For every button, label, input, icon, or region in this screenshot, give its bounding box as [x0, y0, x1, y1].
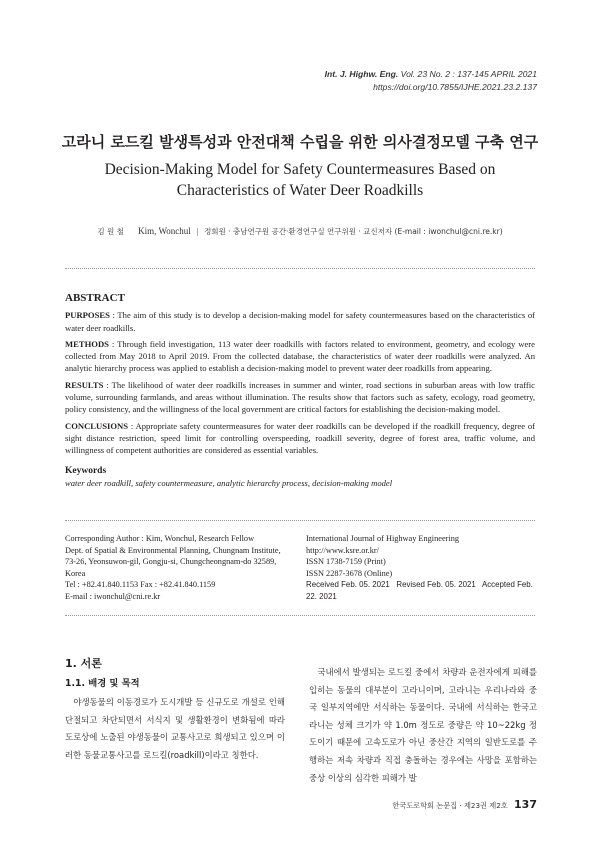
abstract-results — [65, 379, 535, 416]
page-footer — [392, 798, 537, 811]
section-heading: 1. 서론 — [65, 657, 102, 670]
corresponding-line: Dept. of Spatial & Environmental Planning, Chungnam Institute, — [65, 545, 281, 555]
author-separator: | — [196, 227, 199, 236]
accepted-label: Accepted — [481, 580, 515, 589]
doi-link[interactable]: https://doi.org/10.7855/IJHE.2021.23.2.137 — [373, 82, 537, 92]
accepted-date: Feb. 22. 2021 — [306, 580, 533, 601]
keywords-text: water deer roadkill, safety countermeasure, analytic hierarchy process, decision-making model — [65, 477, 393, 488]
journal-abbrev: Int. J. Highw. Eng. — [324, 69, 399, 79]
journal-info-line: ISSN 2287-3678 (Online) — [306, 568, 393, 578]
abstract-conclusions — [65, 420, 535, 457]
author-line — [0, 226, 600, 237]
corresponding-line: 73-26, Yeonsuwon-gil, Gongju-si, Chungcheongnam-do 32589, Korea — [65, 557, 277, 578]
english-title: Decision-Making Model for Safety Countermeasures Based on Characteristics of Water Deer Roadkills — [104, 161, 496, 199]
journal-url[interactable]: http://www.ksre.or.kr/ — [306, 545, 379, 555]
body-paragraph-left: 야생동물의 이동경로가 도시개발 등 신규도로 개설로 인해 단절되고 차단되면서 서식지 및 생활환경이 변화됨에 따라 도로상에 노출된 야생동물이 교통사고로 희생되고 있으며 이러한 동물교통사고를 로드킬(roadkill)이라고 칭한다. — [65, 697, 285, 760]
abstract-purposes — [65, 309, 535, 334]
corresponding-email[interactable]: E-mail : iwonchul@cni.re.kr — [65, 591, 161, 601]
korean-title: 고라니 로드킬 발생특성과 안전대책 수립을 위한 의사결정모델 구축 연구 — [61, 133, 539, 151]
divider-top — [65, 268, 535, 269]
author-name-en: Kim, Wonchul — [138, 226, 191, 236]
received-label: Received — [306, 580, 339, 589]
purposes-label: PURPOSES — [65, 310, 110, 321]
footer-journal-name: 한국도로학회 논문집 · 제23권 제2호 — [392, 801, 508, 810]
purposes-text: : The aim of this study is to develop a decision-making model for safety countermeasures based on the characteristics of water deer roadkills. — [65, 310, 535, 333]
page-number: 137 — [514, 798, 537, 811]
journal-header — [325, 68, 537, 94]
submission-dates — [306, 579, 536, 602]
corresponding-line: Tel : +82.41.840.1153 Fax : +82.41.840.1159 — [65, 580, 216, 589]
author-name-ko: 김 원 철 — [97, 227, 124, 236]
journal-info — [306, 533, 536, 602]
journal-info-line: ISSN 1738-7159 (Print) — [306, 557, 386, 566]
abstract-heading: ABSTRACT — [65, 292, 125, 304]
received-date: Feb. 05. 2021 — [341, 580, 390, 589]
author-affiliation: 정회원 · 충남연구원 공간·환경연구실 연구위원 · 교신저자 (E-mail : iwonchul@cni.re.kr) — [204, 227, 503, 236]
body-paragraph-right: 국내에서 발생되는 로드킬 중에서 차량과 운전자에게 피해를 입히는 동물의 대부분이 고라니이며, 고라니는 우리나라와 중국 일부지역에만 서식하는 동물이다. 국내에 서식하는 한국고라니는 성체 크기가 약 1.0m 정도로 중량은 약 10~22kg 정도이기 때문에 고속도로가 아닌 중산간 지역의 일반도로를 주행하는 저속 차량과 직접 충돌하는 경우에는 사망을 포함하는 중상 이상의 심각한 피해가 발 — [309, 667, 537, 783]
body-column-right — [309, 664, 537, 787]
corresponding-line: Corresponding Author : Kim, Wonchul, Research Fellow — [65, 534, 255, 543]
abstract-methods — [65, 338, 535, 375]
revised-date: Feb. 05. 2021 — [427, 580, 476, 589]
conclusions-text: : Appropriate safety countermeasures for water deer roadkills can be developed if the roadkill frequency, degree of sight distance restriction, speed limit for controlling overspeeding, roadkill severity, degree of forest area, traffic volume, and willingness of competent authorities are considered as essential variables. — [65, 420, 535, 456]
abstract-block — [65, 292, 535, 489]
divider-bottom — [65, 615, 535, 616]
methods-label: METHODS — [65, 338, 109, 349]
conclusions-label: CONCLUSIONS — [65, 420, 129, 431]
methods-text: : Through field investigation, 113 water deer roadkills with factors related to environment, geometry, and ecology were collected from May 2018 to April 2019. From the collected database, the characteristics of water deer roadkills were analyzed. An analytic hierarchy process was applied to establish a decision-making model to prevent water deer roadkills from appearing. — [65, 338, 535, 374]
results-label: RESULTS — [65, 379, 104, 390]
divider-middle — [65, 520, 535, 521]
corresponding-author-info — [65, 533, 295, 602]
subsection-heading: 1.1. 배경 및 목적 — [65, 678, 140, 689]
results-text: : The likelihood of water deer roadkills increases in summer and winter, road sections in suburban areas with low traffic volume, surrounding farmlands, and areas without illumination. The results show that factors such as safety, ecology, road geometry, policy consistency, and the willingness of the local government are critical factors for establishing the decision-making model. — [65, 379, 535, 415]
journal-info-line: International Journal of Highway Engineering — [306, 534, 459, 543]
body-column-left — [65, 655, 285, 764]
keywords-heading: Keywords — [65, 465, 107, 476]
revised-label: Revised — [396, 580, 425, 589]
volume-info: Vol. 23 No. 2 : 137-145 APRIL 2021 — [400, 69, 537, 79]
